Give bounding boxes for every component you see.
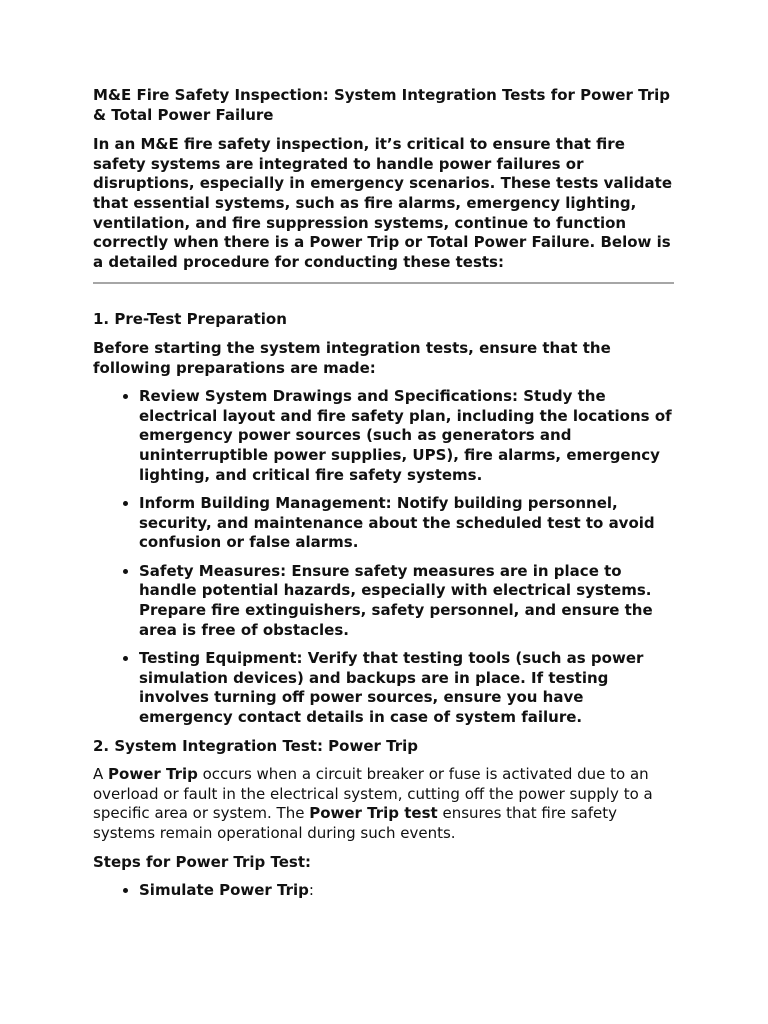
- list-item: • Testing Equipment: Verify that testing tools (such as power simulation devices) and backups are in place. If testing involves turning off power sources, ensure you have emergency contact details in case of system failure.: [139, 649, 674, 727]
- paragraph-text: A: [93, 765, 109, 784]
- list-item: • Review System Drawings and Specifications: Study the electrical layout and fire safety plan, including the locations of emergency power sources (such as generators and uninterruptible power supplies, UPS), fire alarms, emergency lighting, and critical fire safety systems.: [139, 387, 674, 485]
- section2-heading: 2. System Integration Test: Power Trip: [93, 736, 418, 755]
- section1-heading: 1. Pre-Test Preparation: [93, 310, 287, 329]
- steps-list: [93, 881, 674, 901]
- list-item: [139, 881, 674, 901]
- power-trip-test-term: Power Trip test: [309, 804, 438, 823]
- step-text: :: [308, 881, 314, 900]
- list-item: • Inform Building Management: Notify building personnel, security, and maintenance about the scheduled test to avoid confusion or false alarms.: [139, 494, 674, 553]
- preparation-list: [93, 387, 674, 728]
- section-divider: [93, 282, 674, 284]
- steps-heading: Steps for Power Trip Test:: [93, 852, 312, 871]
- paragraph-text: ensures that fire safety systems remain operational during such events.: [93, 804, 617, 842]
- paragraph-text: occurs when a circuit breaker or fuse is activated due to an overload or fault in the electrical system, cutting off the power supply to a specific area or system. The: [93, 765, 653, 823]
- list-item: • Safety Measures: Ensure safety measures are in place to handle potential hazards, especially with electrical systems. Prepare fire extinguishers, safety personnel, and ensure the area is free of obstacles.: [139, 562, 674, 640]
- power-trip-term: Power Trip: [108, 765, 198, 784]
- section1-lead: Before starting the system integration tests, ensure that the following preparations are made:: [93, 338, 611, 377]
- document-title: M&E Fire Safety Inspection: System Integration Tests for Power Trip & Total Power Failure: [93, 86, 670, 124]
- step-title: Simulate Power Trip: [139, 881, 309, 900]
- intro-paragraph: In an M&E fire safety inspection, it’s critical to ensure that fire safety systems are integrated to handle power failures or disruptions, especially in emergency scenarios. These tests validate that essential systems, such as fire alarms, emergency lighting, ventilation, and fire suppression systems, continue to function correctly when there is a Power Trip or Total Power Failure. Below is a detailed procedure for conducting these tests:: [93, 135, 672, 271]
- power-trip-paragraph: [93, 765, 674, 843]
